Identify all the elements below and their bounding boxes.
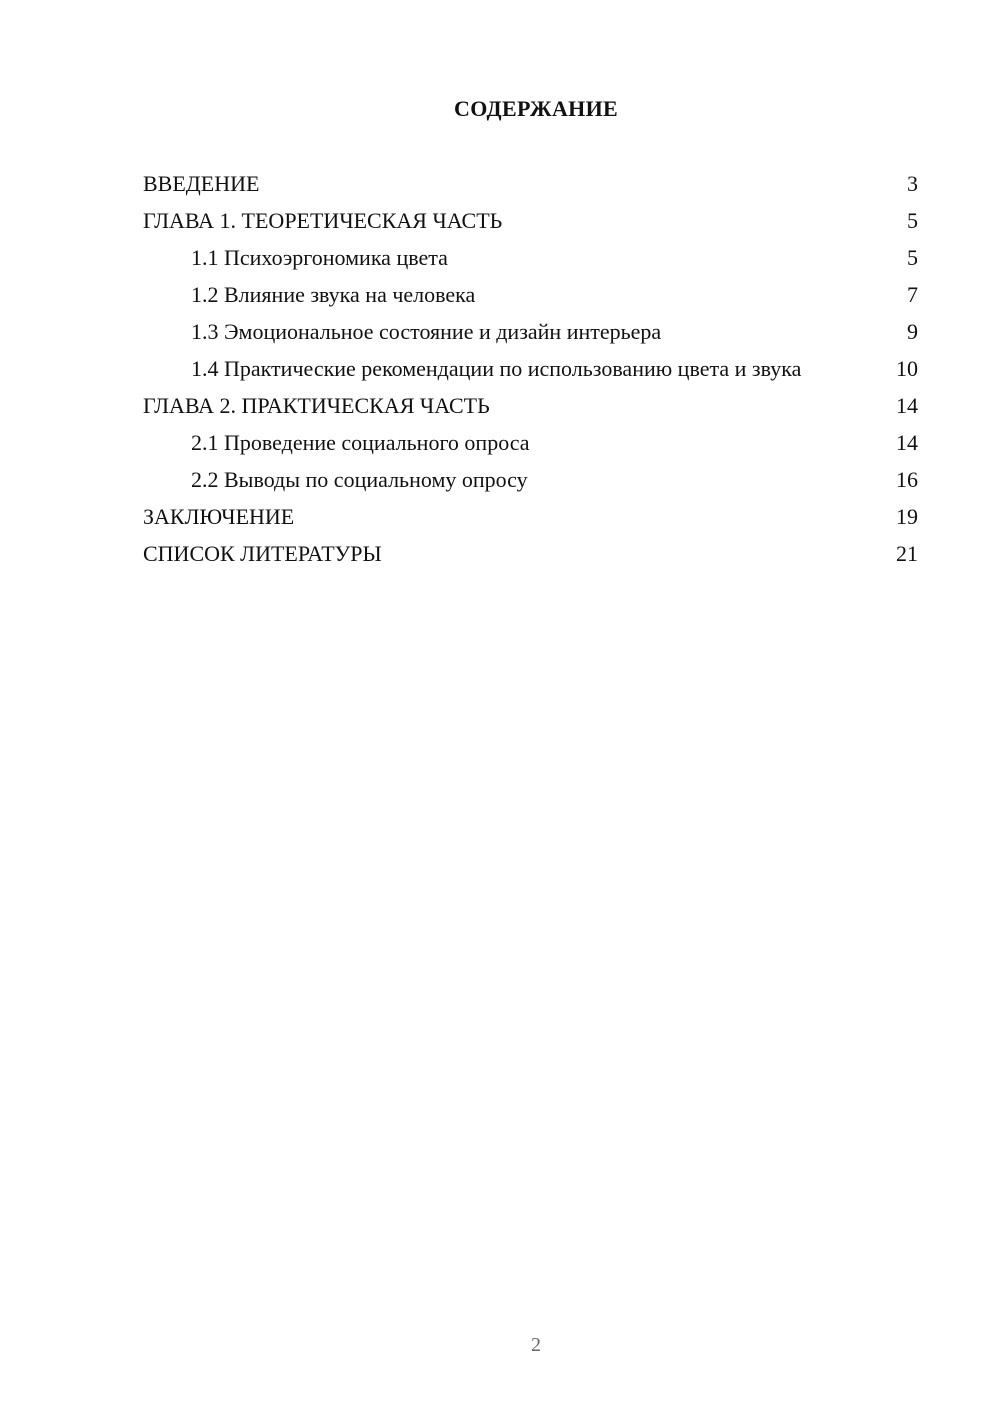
page-number: 2 — [531, 1334, 541, 1356]
toc-entry-introduction[interactable] — [143, 170, 918, 197]
toc-entry-section-1-1[interactable] — [143, 244, 918, 271]
toc-entry-title: СПИСОК ЛИТЕРАТУРЫ — [143, 541, 382, 566]
toc-entry-conclusion[interactable] — [143, 503, 918, 530]
toc-entry-title: 1.1 Психоэргономика цвета — [191, 245, 448, 270]
toc-entry-page: 10 — [896, 356, 918, 381]
toc-entry-title: ВВЕДЕНИЕ — [143, 171, 260, 196]
toc-entry-page: 14 — [896, 430, 918, 455]
toc-entry-section-2-2[interactable] — [143, 466, 918, 493]
toc-entry-bibliography[interactable] — [143, 540, 918, 567]
toc-entry-section-1-3[interactable] — [143, 318, 918, 345]
toc-entry-page: 3 — [907, 171, 918, 196]
toc-entry-title: 1.3 Эмоциональное состояние и дизайн интерьера — [191, 319, 662, 344]
toc-entry-page: 9 — [907, 319, 918, 344]
toc-entry-title: 1.2 Влияние звука на человека — [191, 282, 476, 307]
toc-entry-page: 7 — [907, 282, 918, 307]
toc-entry-section-2-1[interactable] — [143, 429, 918, 456]
page-title: СОДЕРЖАНИЕ — [454, 96, 618, 121]
toc-entry-page: 14 — [896, 393, 918, 418]
toc-entry-chapter-2[interactable] — [143, 392, 918, 419]
toc-entry-title: 2.1 Проведение социального опроса — [191, 430, 530, 455]
toc-entry-page: 16 — [896, 467, 918, 492]
toc-entry-page: 5 — [907, 245, 918, 270]
toc-entry-title: ЗАКЛЮЧЕНИЕ — [143, 504, 295, 529]
toc-entry-title: ГЛАВА 2. ПРАКТИЧЕСКАЯ ЧАСТЬ — [143, 393, 490, 418]
toc-entry-title: 2.2 Выводы по социальному опросу — [191, 467, 528, 492]
toc-entry-page: 21 — [896, 541, 918, 566]
toc-entry-page: 19 — [896, 504, 918, 529]
toc-entry-page: 5 — [907, 208, 918, 233]
toc-entry-title: ГЛАВА 1. ТЕОРЕТИЧЕСКАЯ ЧАСТЬ — [143, 208, 503, 233]
toc-entry-chapter-1[interactable] — [143, 207, 918, 234]
toc-entry-section-1-4[interactable] — [143, 355, 918, 382]
toc-entry-section-1-2[interactable] — [143, 281, 918, 308]
table-of-contents — [143, 170, 918, 577]
toc-entry-title: 1.4 Практические рекомендации по использованию цвета и звука — [191, 356, 802, 381]
